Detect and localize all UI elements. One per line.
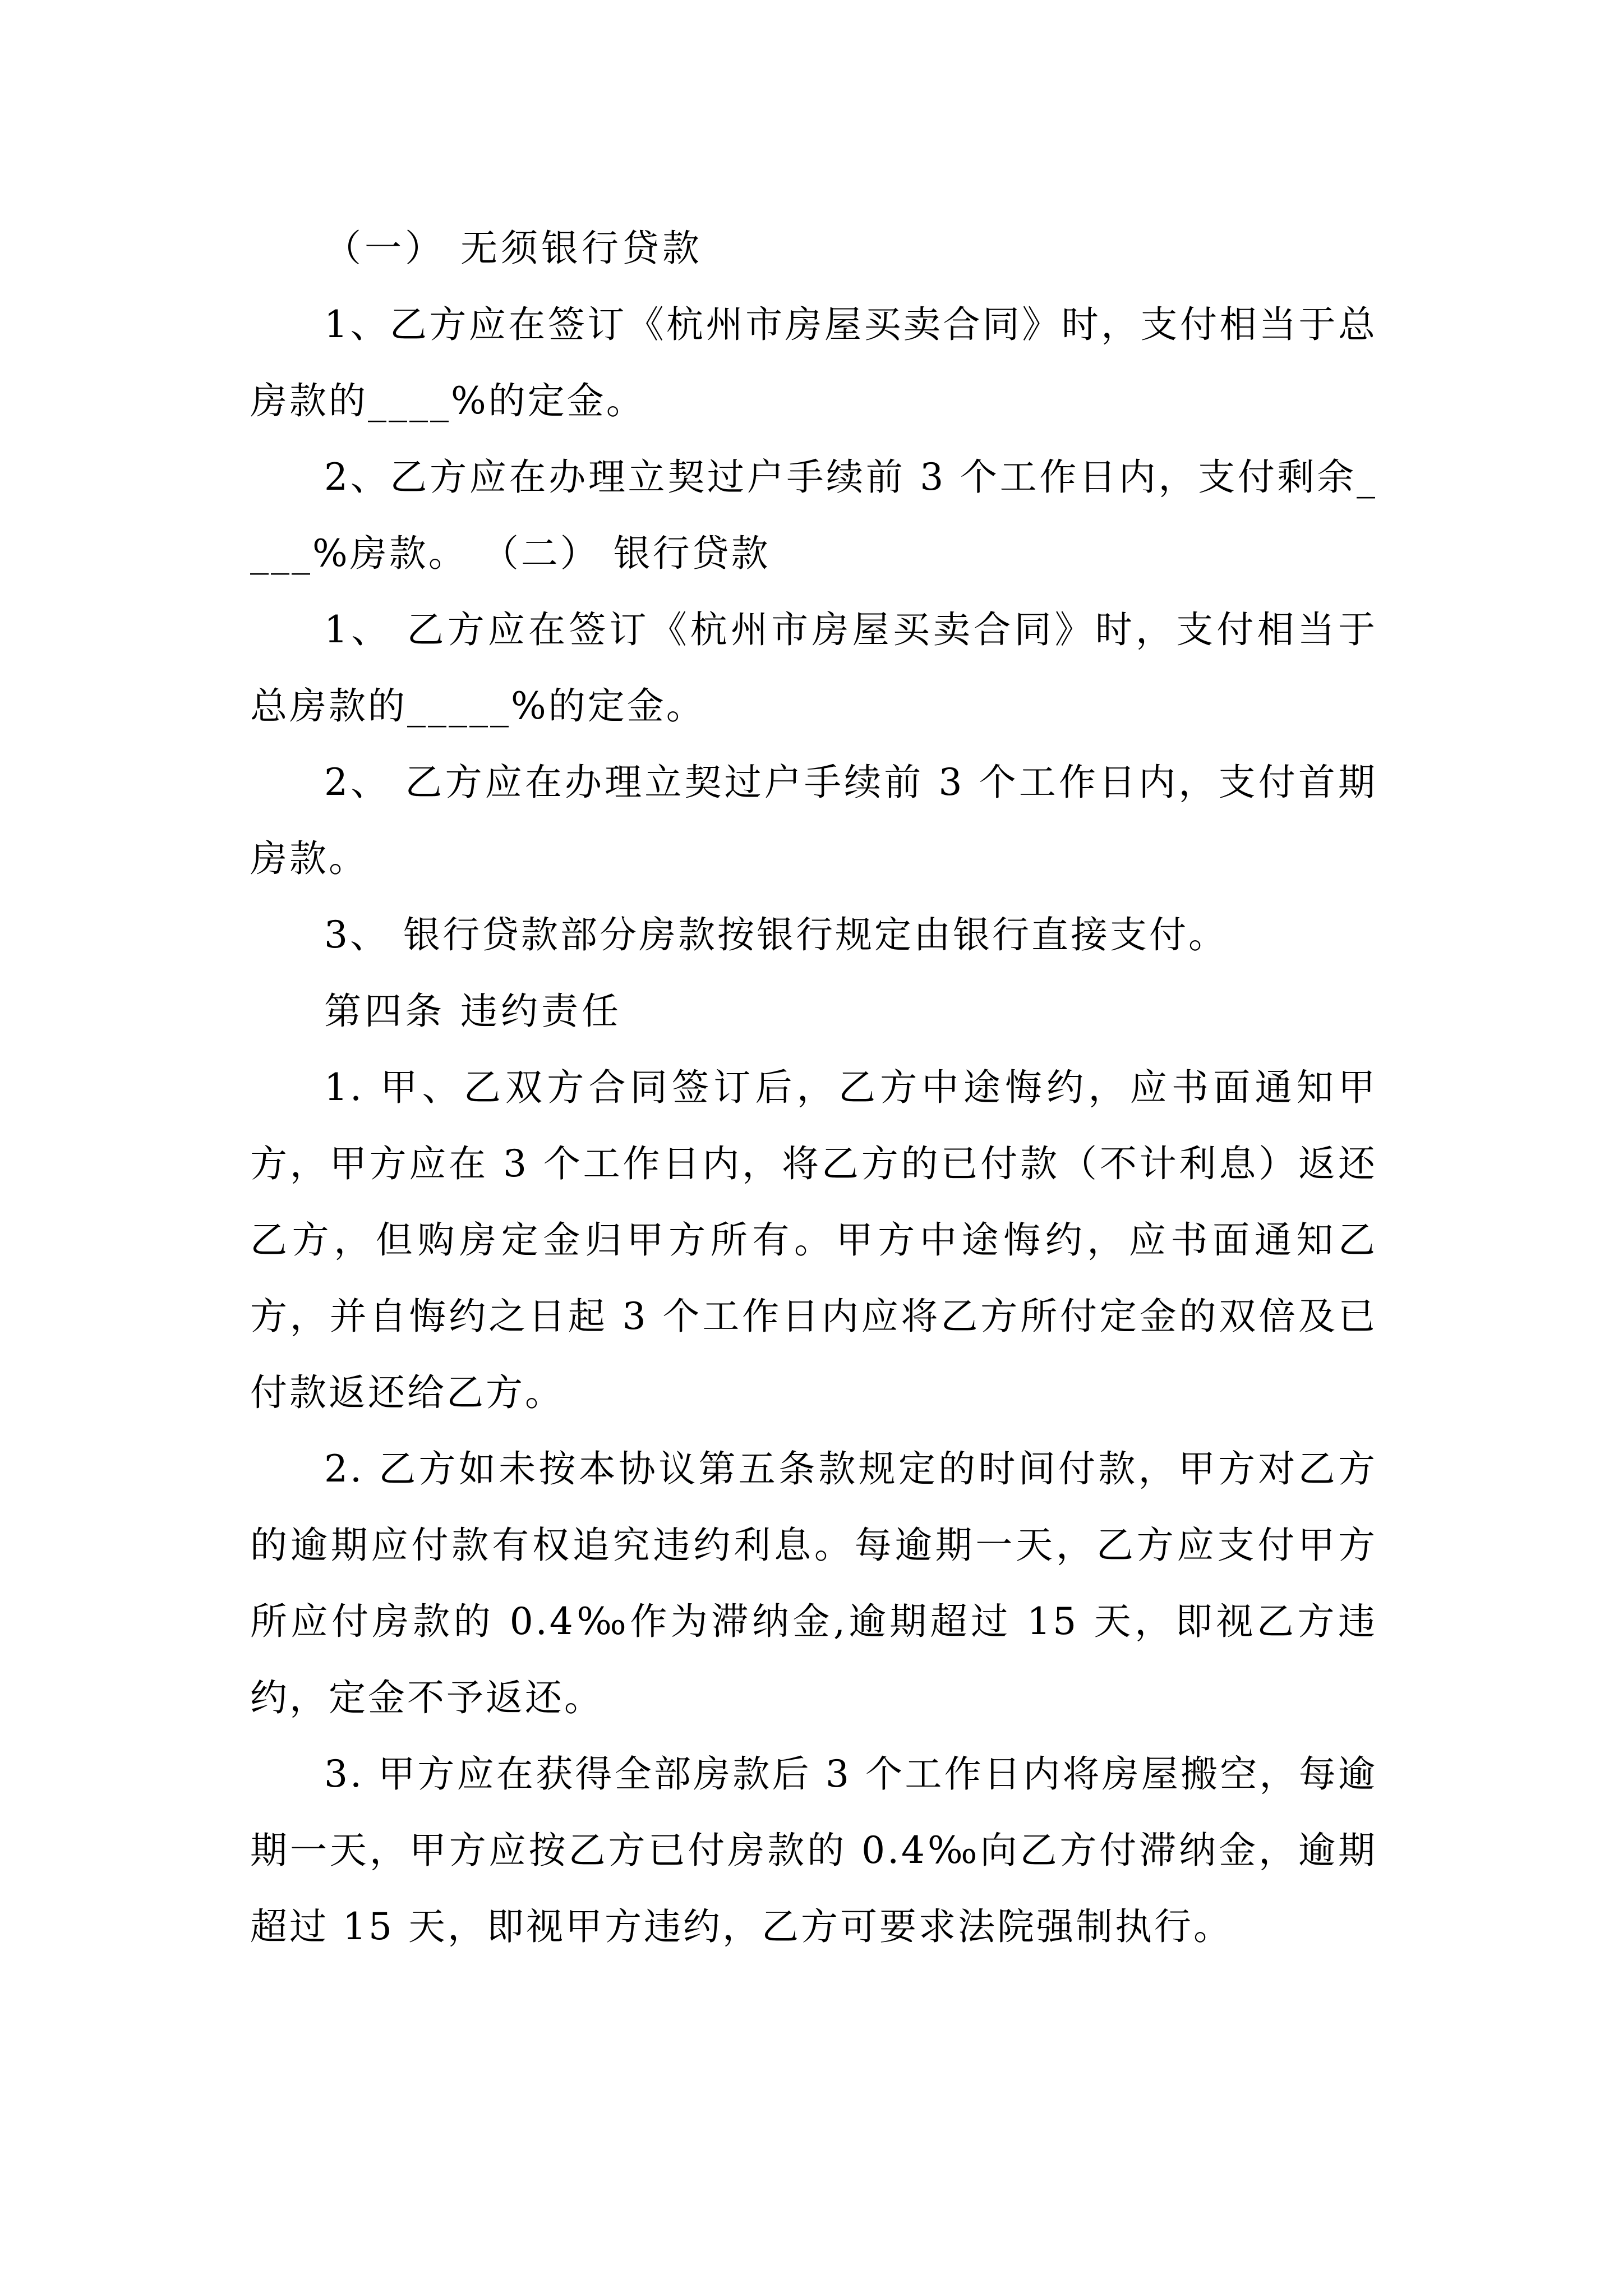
clause-loan-1: 1、 乙方应在签订《杭州市房屋买卖合同》时，支付相当于总房款的_____%的定金。 [250, 608, 1377, 728]
document-body [250, 210, 1377, 1965]
breach-clause-1: 1. 甲、乙双方合同签订后，乙方中途悔约，应书面通知甲方，甲方应在 3 个工作日内，将乙方的已付款（不计利息）返还乙方，但购房定金归甲方所有。甲方中途悔约，应书面通知乙方，并自悔约之日起 3 个工作日内应将乙方所付定金的双倍及已付款返还给乙方。 [250, 1066, 1377, 1414]
clause-loan-2: 2、 乙方应在办理立契过户手续前 3 个工作日内，支付首期房款。 [250, 761, 1377, 880]
breach-clause-2: 2. 乙方如未按本协议第五条款规定的时间付款，甲方对乙方的逾期应付款有权追究违约利息。每逾期一天，乙方应支付甲方所应付房款的 0.4‰作为滞纳金,逾期超过 15 天，即视乙方违约，定金不予返还。 [250, 1447, 1377, 1719]
clause-no-loan-1: 1、乙方应在签订《杭州市房屋买卖合同》时，支付相当于总房款的____%的定金。 [250, 303, 1377, 422]
clause-no-loan-2: 2、乙方应在办理立契过户手续前 3 个工作日内，支付剩余____%房款。 （二） 银行贷款 [250, 455, 1377, 575]
clause-loan-3: 3、 银行贷款部分房款按银行规定由银行直接支付。 [324, 913, 1228, 956]
section-heading-no-loan: （一） 无须银行贷款 [324, 227, 703, 270]
breach-clause-3: 3. 甲方应在获得全部房款后 3 个工作日内将房屋搬空，每逾期一天，甲方应按乙方已付房款的 0.4‰向乙方付滞纳金，逾期超过 15 天，即视甲方违约，乙方可要求法院强制执行。 [250, 1752, 1377, 1948]
article-four-heading: 第四条 违约责任 [324, 990, 622, 1033]
